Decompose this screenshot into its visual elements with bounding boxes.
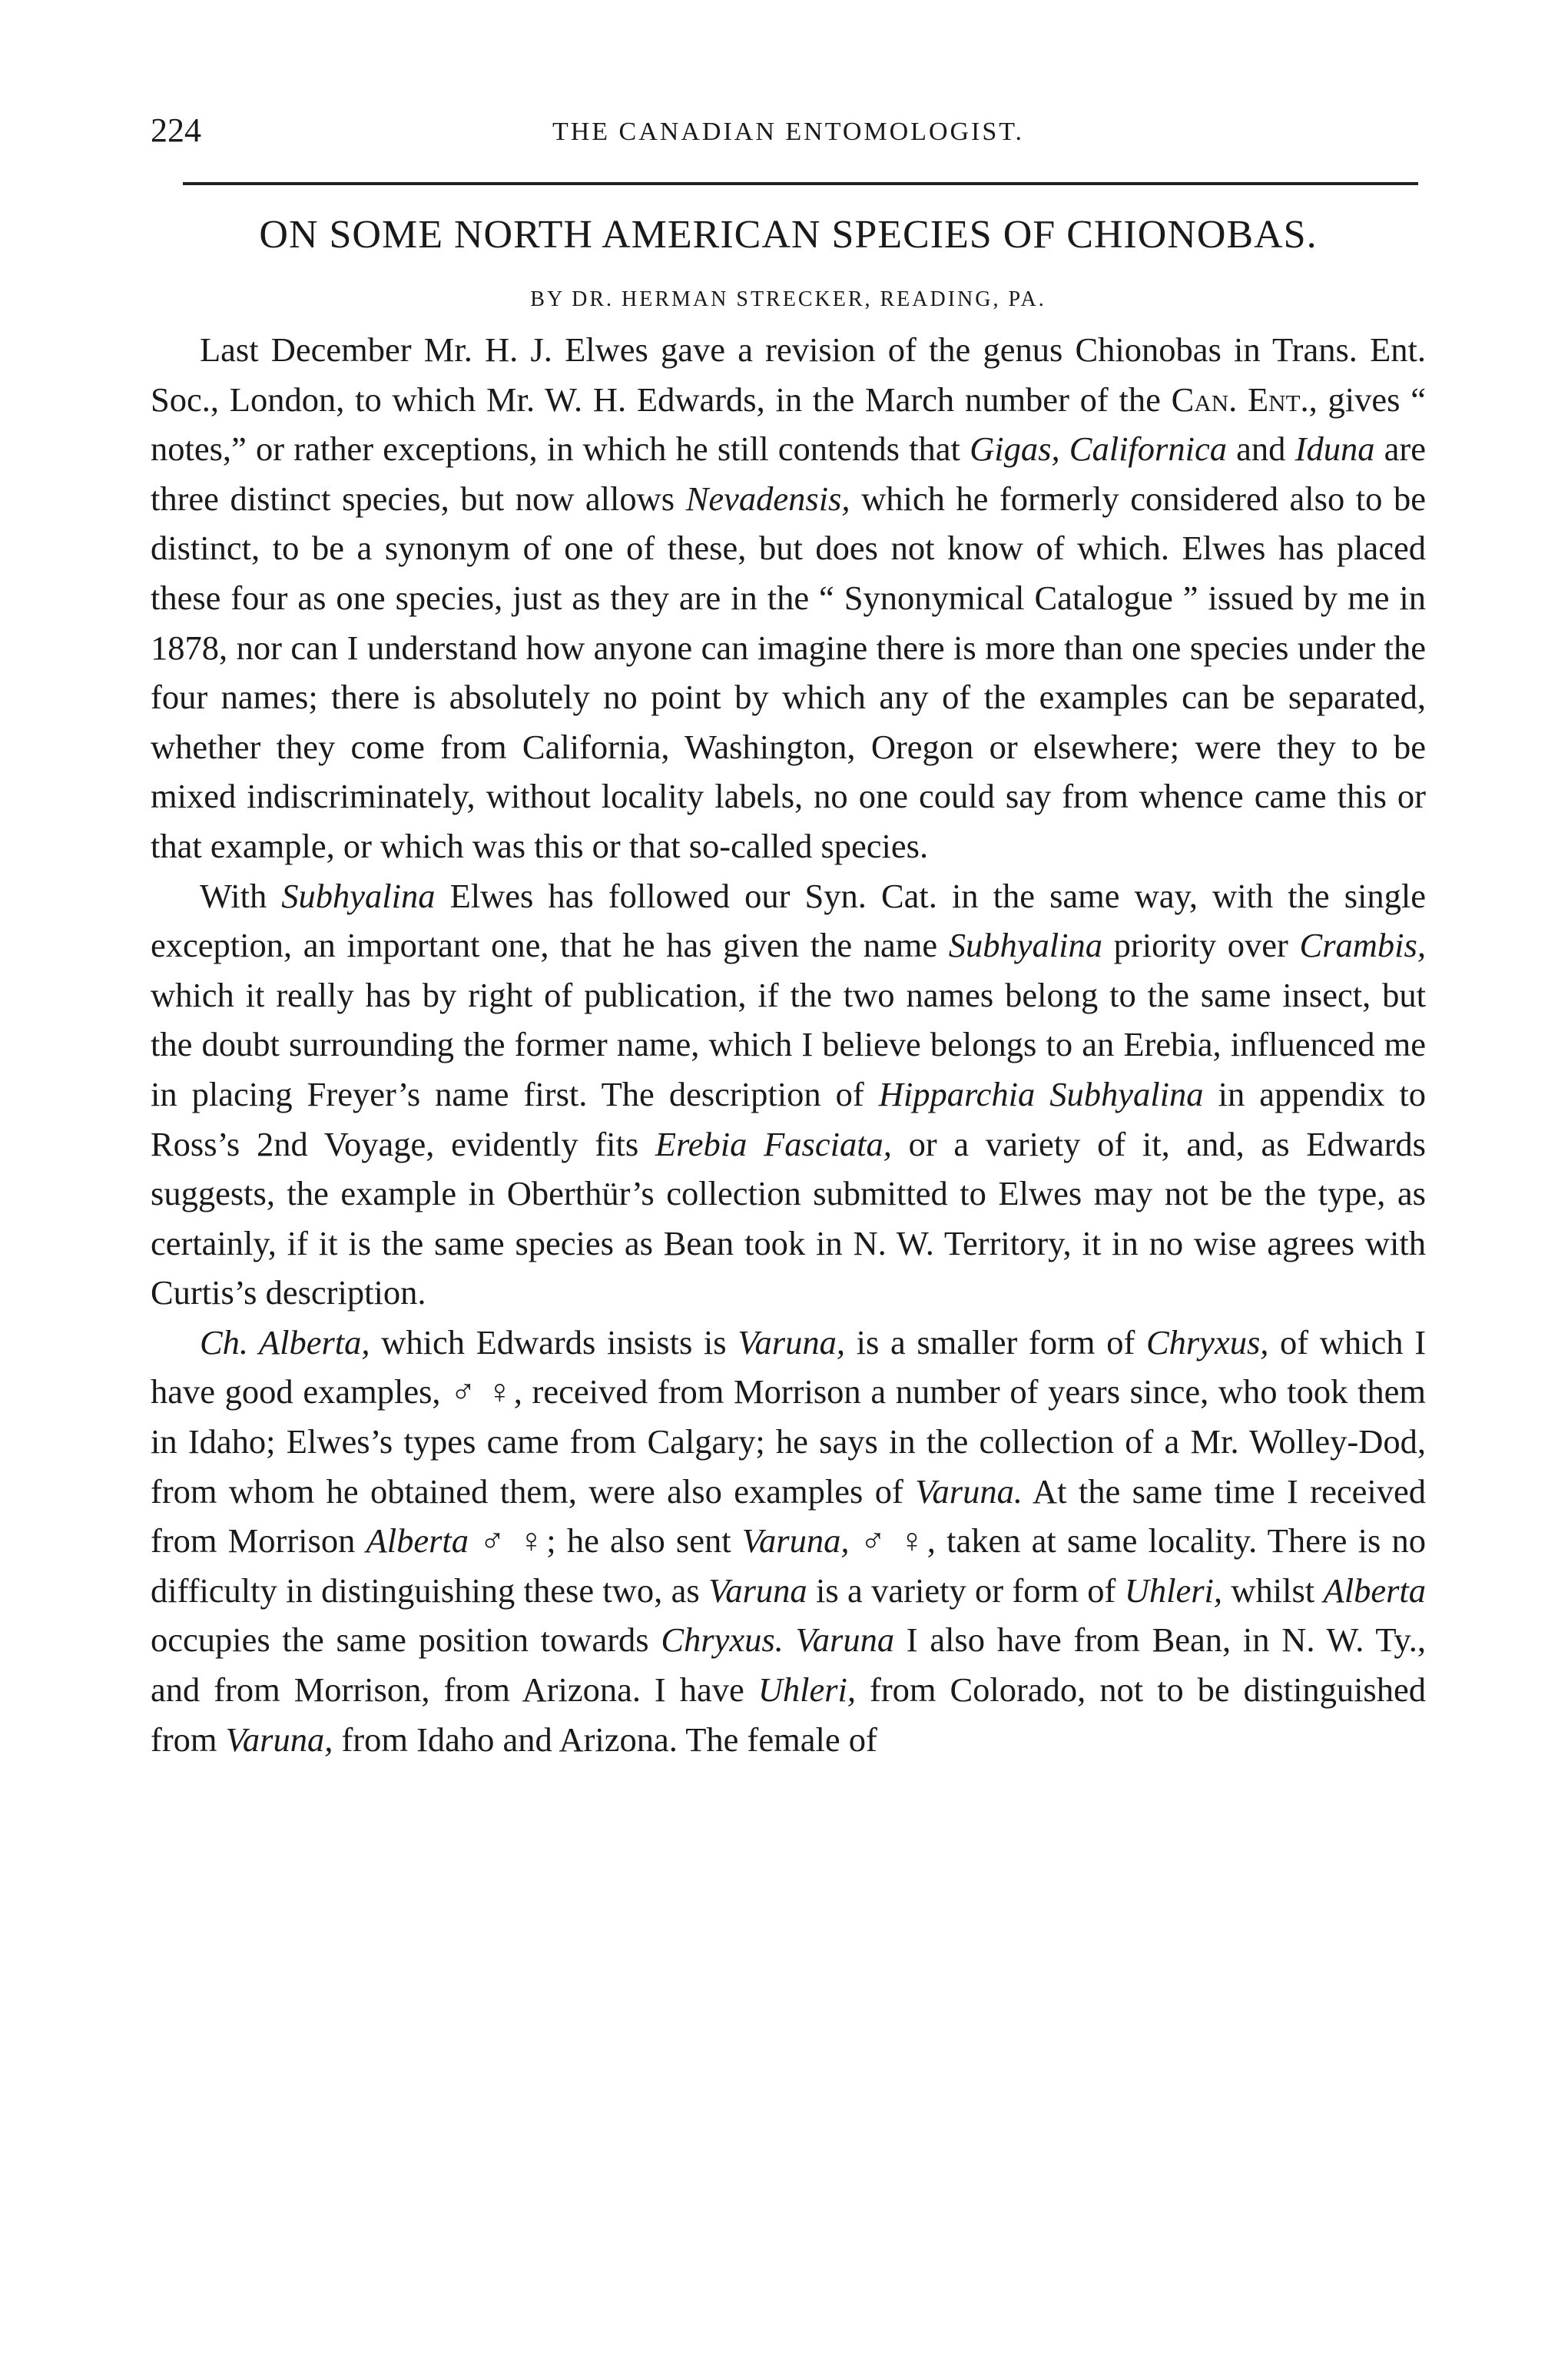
italic-run: Nevadensis, (685, 479, 850, 518)
paragraph (151, 871, 1426, 1318)
text-run: , gives “ notes,” or rather exceptions, in which he still contends that (151, 380, 1426, 469)
italic-run: Subhyalina (948, 926, 1102, 965)
paragraph (151, 1318, 1426, 1764)
article-title: ON SOME NORTH AMERICAN SPECIES OF CHIONOBAS. (259, 213, 1318, 257)
page-number: 224 (151, 111, 201, 149)
text-run: which it really has by right of publication, if the two names belong to the same insect, but the doubt surrounding the former name, which I believe belongs to an Erebia, influenced me in placing Freyer’s name first. The description of (151, 975, 1426, 1113)
italic-run: Chryxus. (661, 1620, 784, 1660)
text-run: or a variety of it, and, as Edwards suggests, the example in Oberthür’s collection submitted to Elwes may not be the type, as certainly, if it is the same species as Bean took in N. W. Territory, it in no wise agrees with Curtis’s description. (151, 1124, 1426, 1312)
italic-run: Erebia Fasciata, (655, 1124, 892, 1163)
text-run: I also have from Bean, in N. W. Ty., and from Morrison, from Arizona. I have (151, 1620, 1427, 1710)
paragraph (151, 325, 1426, 871)
text-run: and (1226, 430, 1295, 469)
italic-run: Varuna (795, 1620, 895, 1660)
text-run: from Idaho and Arizona. The female of (333, 1720, 877, 1759)
italic-run: Iduna (1295, 430, 1375, 469)
italic-run: Alberta (1323, 1571, 1427, 1610)
text-run: which Edwards insists is (370, 1322, 738, 1362)
italic-run: Varuna, (225, 1720, 333, 1759)
running-head (151, 108, 1426, 161)
journal-title: THE CANADIAN ENTOMOLOGIST. (552, 118, 1025, 146)
text-run: ♂ ♀, taken at same locality. There is no difficulty in distinguishing these two, as (151, 1521, 1426, 1610)
italic-run: Crambis, (1299, 926, 1426, 965)
text-run: which he formerly considered also to be distinct, to be a synonym of one of these, but does not know of which. Elwes has placed these four as one species, just as they are in the “ Synonymical Catalogue ” issued by me in 1878, nor can I understand how anyone can imagine there is more than one species under the four names; there is absolutely no point by which any of the examples can be separated, whether they come from California, Washington, Oregon or elsewhere; were they to be mixed indiscriminately, without locality labels, no one could say from whence came this or that example, or which was this or that so-called species. (151, 479, 1426, 865)
italic-run: Uhleri, (1124, 1571, 1223, 1610)
italic-run: Chryxus, (1145, 1322, 1269, 1362)
article-body (151, 325, 1426, 1764)
italic-run: Gigas, Californica (970, 430, 1227, 469)
italic-run: Uhleri, (757, 1670, 857, 1710)
text-run: whilst (1222, 1571, 1324, 1610)
text-run: is a smaller form of (844, 1322, 1146, 1362)
text-run: of which I have good examples, ♂ ♀, received from Morrison a number of years since, who took them in Idaho; Elwes’s types came from Calgary; he says in the collection of a Mr. Wolley-Dod, from whom he obtained them, were also examples of (151, 1322, 1427, 1511)
article-byline: BY DR. HERMAN STRECKER, READING, PA. (530, 287, 1046, 311)
text-run: Last December Mr. H. J. Elwes gave a revision of the genus Chionobas in Trans. Ent. Soc., London, to which Mr. W. H. Edwards, in the March number of the (151, 330, 1426, 419)
text-run: in appendix to Ross’s 2nd Voyage, evidently fits (151, 1074, 1427, 1163)
text-run: With (200, 876, 282, 915)
text-run (784, 1620, 796, 1659)
text-run: occupies the same position towards (151, 1620, 661, 1660)
text-run: from Colorado, not to be distinguished from (151, 1670, 1426, 1759)
italic-run: Varuna (708, 1571, 807, 1610)
italic-run: Varuna, (738, 1322, 845, 1362)
text-run: is a variety or form of (807, 1571, 1125, 1610)
text-run: are three distinct species, but now allows (151, 430, 1426, 518)
text-run: At the same time I received from Morrison (151, 1471, 1426, 1561)
text-run: priority over (1102, 926, 1300, 965)
italic-run: Varuna. (915, 1471, 1023, 1511)
italic-run: Ch. Alberta, (200, 1322, 370, 1362)
text-run: Elwes has followed our Syn. Cat. in the same way, with the single exception, an important one, that he has given the name (151, 876, 1426, 965)
small-caps-run: Can. Ent. (1171, 380, 1309, 419)
text-run: ♂ ♀; he also sent (469, 1521, 742, 1561)
italic-run: Hipparchia Subhyalina (878, 1074, 1204, 1113)
italic-run: Alberta (366, 1521, 469, 1561)
italic-run: Varuna, (741, 1521, 850, 1561)
italic-run: Subhyalina (281, 876, 436, 915)
header-rule (183, 182, 1418, 185)
